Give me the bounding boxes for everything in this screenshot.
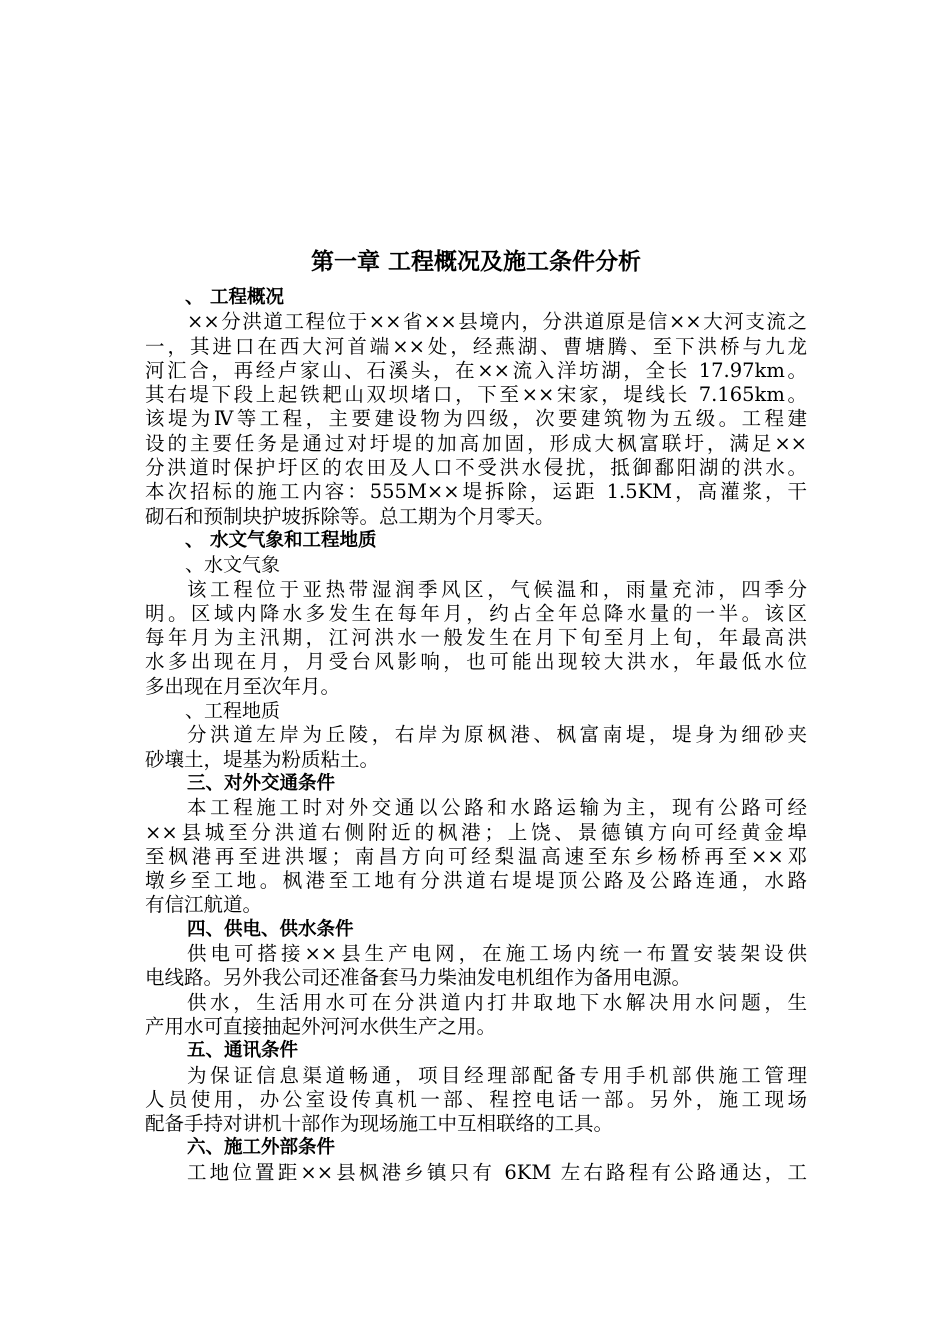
document-page [145,240,807,1185]
paragraph-external-conditions [145,1161,807,1185]
text-line: 为保证信息渠道畅通，项目经理部配备专用手机部供施工管理 [187,1063,807,1087]
paragraph-project-overview [145,310,807,529]
text-line: 至枫港再至进洪堰；南昌方向可经梨温高速至东乡杨桥再至××邓 [145,844,807,868]
text-line: 其右堤下段上起铁耙山双坝堵口，下至××宋家，堤线长 7.165km。 [145,383,807,407]
text-line: 墩乡至工地。枫港至工地有分洪道右堤堤顶公路及公路连通，水路 [145,869,807,893]
text-line: 电线路。另外我公司还准备套马力柴油发电机组作为备用电源。 [145,966,692,990]
section-heading-communication: 五、通讯条件 [187,1040,299,1062]
paragraph-hydrology [145,578,807,699]
text-line: 该工程位于亚热带湿润季风区，气候温和，雨量充沛，四季分 [187,577,807,601]
text-line: 配备手持对讲机十部作为现场施工中互相联络的工具。 [145,1112,614,1136]
text-line: 供电可搭接××县生产电网，在施工场内统一布置安装架设供 [187,942,807,966]
text-line: 设的主要任务是通过对圩堤的加高加固，形成大枫富联圩，满足×× [145,431,807,455]
paragraph-geology [145,723,807,772]
text-line: 明。区域内降水多发生在每年月，约占全年总降水量的一半。该区 [145,601,807,625]
text-line: 分洪道左岸为丘陵，右岸为原枫港、枫富南堤，堤身为细砂夹 [187,723,807,747]
section-heading-power-water: 四、供电、供水条件 [187,918,354,940]
text-line: 供水，生活用水可在分洪道内打井取地下水解决用水问题，生 [187,990,807,1014]
text-line: 每年月为主汛期，江河洪水一般发生在月下旬至月上旬，年最高洪 [145,626,807,650]
text-line: 砂壤土，堤基为粉质粘土。 [145,747,380,771]
text-line: 一，其进口在西大河首端××处，经燕湖、曹塘腾、至下洪桥与九龙 [145,334,807,358]
text-line: 分洪道时保护圩区的农田及人口不受洪水侵扰，抵御鄱阳湖的洪水。 [145,456,807,480]
chapter-title: 第一章 工程概况及施工条件分析 [310,249,641,275]
paragraph-transport [145,796,807,917]
paragraph-power [145,942,807,991]
subsection-heading-hydrology: 、水文气象 [185,554,281,577]
section-heading-external-conditions: 六、施工外部条件 [187,1137,336,1159]
paragraph-communication [145,1064,807,1137]
text-line: 本次招标的施工内容：555M××堤拆除，运距 1.5KM，高灌浆，干 [145,480,807,504]
text-line: 该堤为Ⅳ等工程，主要建设物为四级，次要建筑物为五级。工程建 [145,407,807,431]
paragraph-water [145,991,807,1040]
text-line: 人员使用，办公室设传真机一部、程控电话一部。另外，施工现场 [145,1087,807,1111]
text-line: ××县城至分洪道右侧附近的枫港；上饶、景德镇方向可经黄金埠 [145,820,807,844]
text-line: 有信江航道。 [145,893,263,917]
text-line: 工地位置距××县枫港乡镇只有 6KM 左右路程有公路通达，工 [187,1160,807,1184]
subsection-heading-geology: 、工程地质 [185,700,281,723]
text-line: 产用水可直接抽起外河河水供生产之用。 [145,1014,497,1038]
text-line: ××分洪道工程位于××省××县境内，分洪道原是信××大河支流之 [187,310,807,334]
text-line: 多出现在月至次年月。 [145,674,341,698]
section-heading-transport: 三、对外交通条件 [187,772,336,794]
text-line: 砌石和预制块护坡拆除等。总工期为个月零天。 [145,504,555,528]
text-line: 水多出现在月，月受台风影响，也可能出现较大洪水，年最低水位 [145,650,807,674]
text-line: 河汇合，再经卢家山、石溪头，在××流入洋坊湖，全长 17.97km。 [145,358,807,382]
section-heading-hydrology-geology: 、 水文气象和工程地质 [185,529,377,551]
text-line: 本工程施工时对外交通以公路和水路运输为主，现有公路可经 [187,796,807,820]
section-heading-project-overview: 、 工程概况 [185,287,284,308]
